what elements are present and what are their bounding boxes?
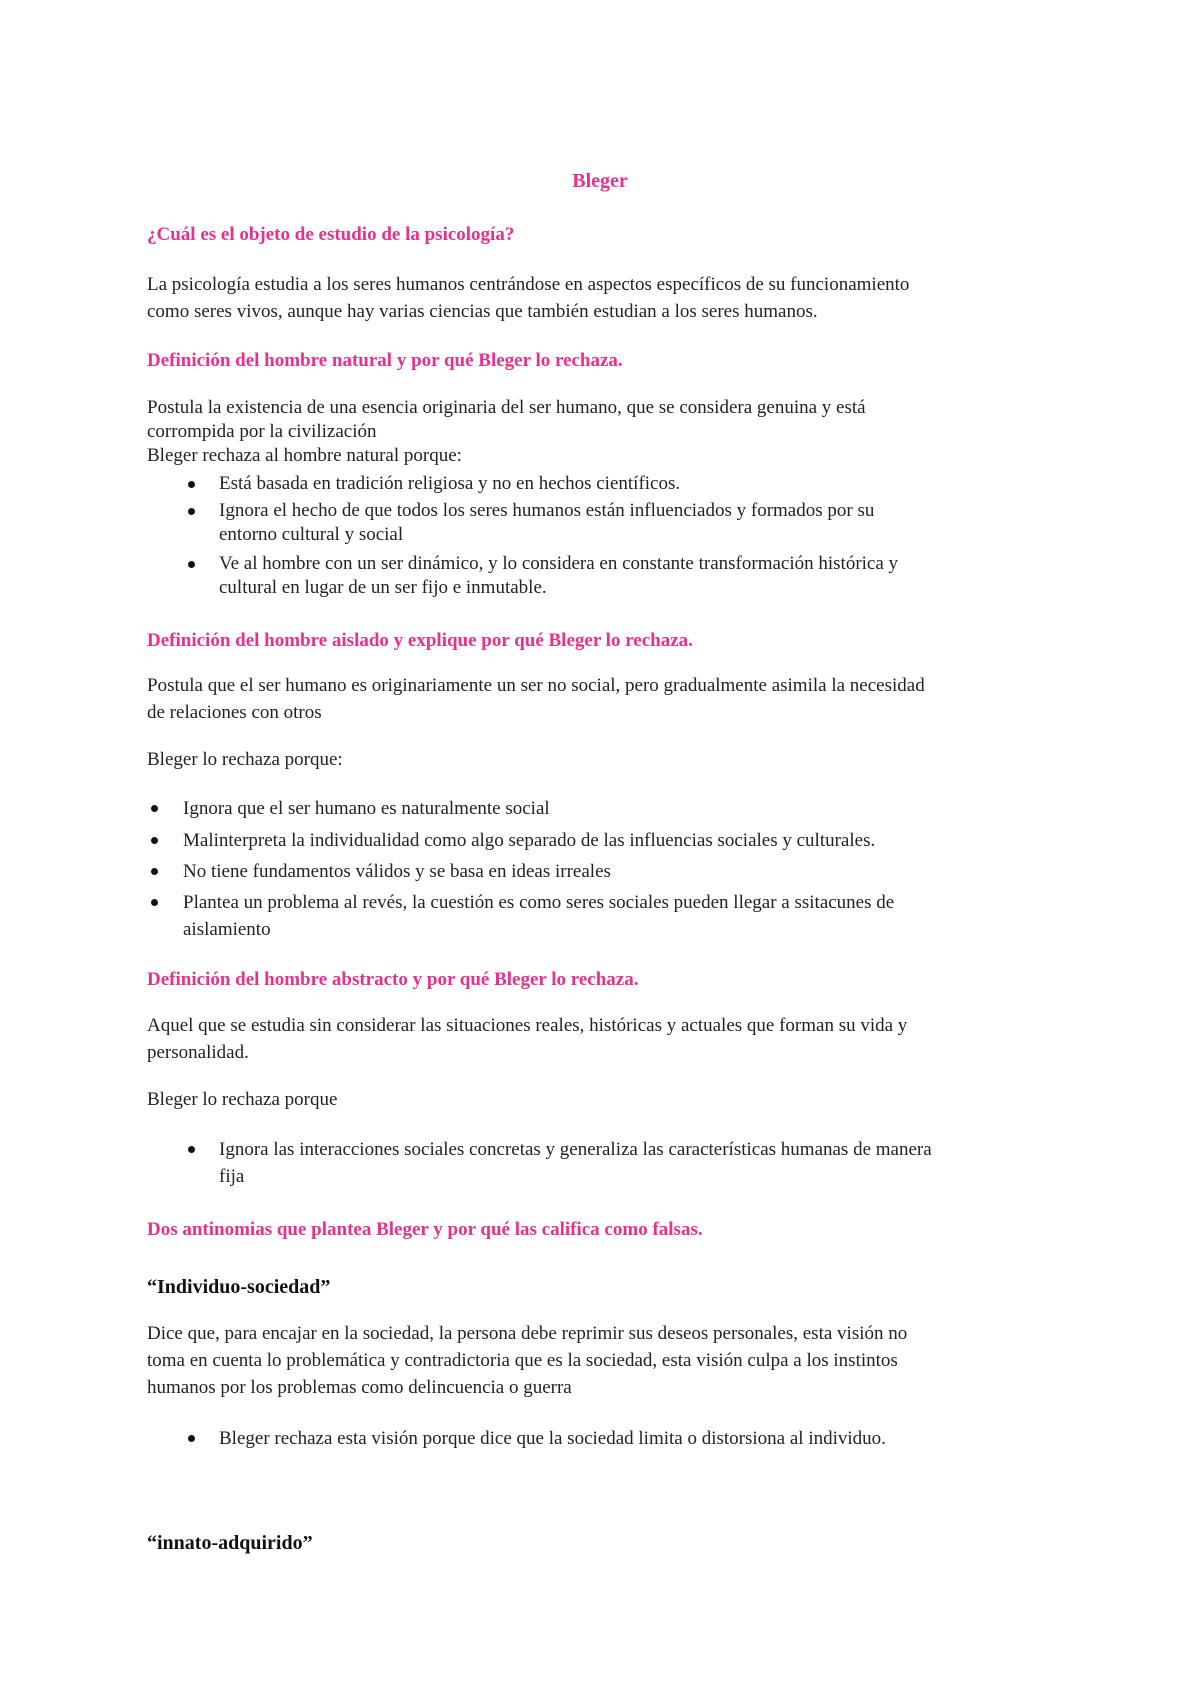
section-heading-hombre-natural: Definición del hombre natural y por qué Bleger lo rechaza. bbox=[147, 350, 623, 371]
text-line: Bleger rechaza esta visión porque dice que la sociedad limita o distorsiona al individuo. bbox=[219, 1428, 886, 1449]
text-line: Está basada en tradición religiosa y no en hechos científicos. bbox=[219, 473, 681, 494]
paragraph-hombre-abstracto bbox=[147, 1012, 907, 1066]
text-line: Ve al hombre con un ser dinámico, y lo considera en constante transformación histórica y bbox=[219, 553, 899, 574]
text-line: corrompida por la civilización bbox=[147, 421, 377, 442]
paragraph-hombre-aislado bbox=[147, 672, 925, 726]
text-line: cultural en lugar de un ser fijo e inmutable. bbox=[219, 577, 547, 598]
list-item bbox=[147, 795, 894, 827]
bullet-list-hombre-aislado bbox=[147, 795, 894, 947]
text-line: Malinterpreta la individualidad como algo separado de las influencias sociales y culturales. bbox=[183, 830, 876, 851]
section-heading-antinomias: Dos antinomias que plantea Bleger y por qué las califica como falsas. bbox=[147, 1219, 703, 1240]
bullet-icon bbox=[188, 481, 195, 488]
bullet-icon bbox=[151, 837, 158, 844]
bullet-icon bbox=[188, 508, 195, 515]
intro-rechazo-hombre-abstracto: Bleger lo rechaza porque bbox=[147, 1089, 338, 1110]
section-heading-hombre-abstracto: Definición del hombre abstracto y por qué Bleger lo rechaza. bbox=[147, 969, 639, 990]
text-line: Bleger rechaza al hombre natural porque: bbox=[147, 445, 462, 466]
section-heading-hombre-aislado: Definición del hombre aislado y explique por qué Bleger lo rechaza. bbox=[147, 630, 693, 651]
bullet-icon bbox=[188, 1146, 195, 1153]
text-line: toma en cuenta lo problemática y contradictoria que es la sociedad, esta visión culpa a los instintos bbox=[147, 1350, 898, 1371]
text-line: Ignora que el ser humano es naturalmente social bbox=[183, 798, 550, 819]
list-item bbox=[147, 858, 894, 889]
text-line: fija bbox=[219, 1166, 245, 1187]
bullet-icon bbox=[188, 561, 195, 568]
document-title: Bleger bbox=[572, 170, 628, 192]
paragraph-objeto-estudio bbox=[147, 271, 909, 325]
text-line: entorno cultural y social bbox=[219, 524, 404, 545]
text-line: aislamiento bbox=[183, 919, 271, 940]
text-line: de relaciones con otros bbox=[147, 702, 322, 723]
text-line: humanos por los problemas como delincuencia o guerra bbox=[147, 1377, 572, 1398]
bullet-icon bbox=[151, 805, 158, 812]
list-item bbox=[147, 1136, 932, 1190]
list-item bbox=[147, 552, 898, 605]
text-line: Aquel que se estudia sin considerar las situaciones reales, históricas y actuales que forman su vida y bbox=[147, 1015, 908, 1036]
text-line: Dice que, para encajar en la sociedad, la persona debe reprimir sus deseos personales, esta visión no bbox=[147, 1323, 908, 1344]
text-line: personalidad. bbox=[147, 1042, 249, 1063]
bullet-icon bbox=[151, 899, 158, 906]
list-item bbox=[147, 499, 898, 552]
bullet-icon bbox=[188, 1435, 195, 1442]
list-item bbox=[147, 827, 894, 858]
text-line: Plantea un problema al revés, la cuestión es como seres sociales pueden llegar a ssitacunes de bbox=[183, 892, 895, 913]
text-line: Postula que el ser humano es originariamente un ser no social, pero gradualmente asimila la necesidad bbox=[147, 675, 925, 696]
text-line: No tiene fundamentos válidos y se basa en ideas irreales bbox=[183, 861, 611, 882]
text-line: Postula la existencia de una esencia originaria del ser humano, que se considera genuina y está bbox=[147, 397, 866, 418]
list-item bbox=[147, 472, 898, 499]
subheading-individuo-sociedad: “Individuo-sociedad” bbox=[147, 1276, 331, 1298]
text-line: Ignora el hecho de que todos los seres humanos están influenciados y formados por su bbox=[219, 500, 875, 521]
text-line: La psicología estudia a los seres humanos centrándose en aspectos específicos de su funcionamiento bbox=[147, 274, 910, 295]
list-item bbox=[147, 889, 894, 947]
section-heading-objeto-estudio: ¿Cuál es el objeto de estudio de la psicología? bbox=[147, 224, 515, 245]
list-item bbox=[147, 1425, 886, 1452]
bullet-icon bbox=[151, 868, 158, 875]
bullet-list-individuo-sociedad bbox=[147, 1425, 886, 1452]
paragraph-individuo-sociedad bbox=[147, 1320, 907, 1401]
paragraph-hombre-natural bbox=[147, 396, 866, 468]
text-line: como seres vivos, aunque hay varias ciencias que también estudian a los seres humanos. bbox=[147, 301, 818, 322]
intro-rechazo-hombre-aislado: Bleger lo rechaza porque: bbox=[147, 749, 343, 770]
subheading-innato-adquirido: “innato-adquirido” bbox=[147, 1532, 313, 1554]
bullet-list-hombre-abstracto bbox=[147, 1136, 932, 1190]
text-line: Ignora las interacciones sociales concretas y generaliza las características humanas de manera bbox=[219, 1139, 932, 1160]
bullet-list-hombre-natural bbox=[147, 472, 898, 605]
